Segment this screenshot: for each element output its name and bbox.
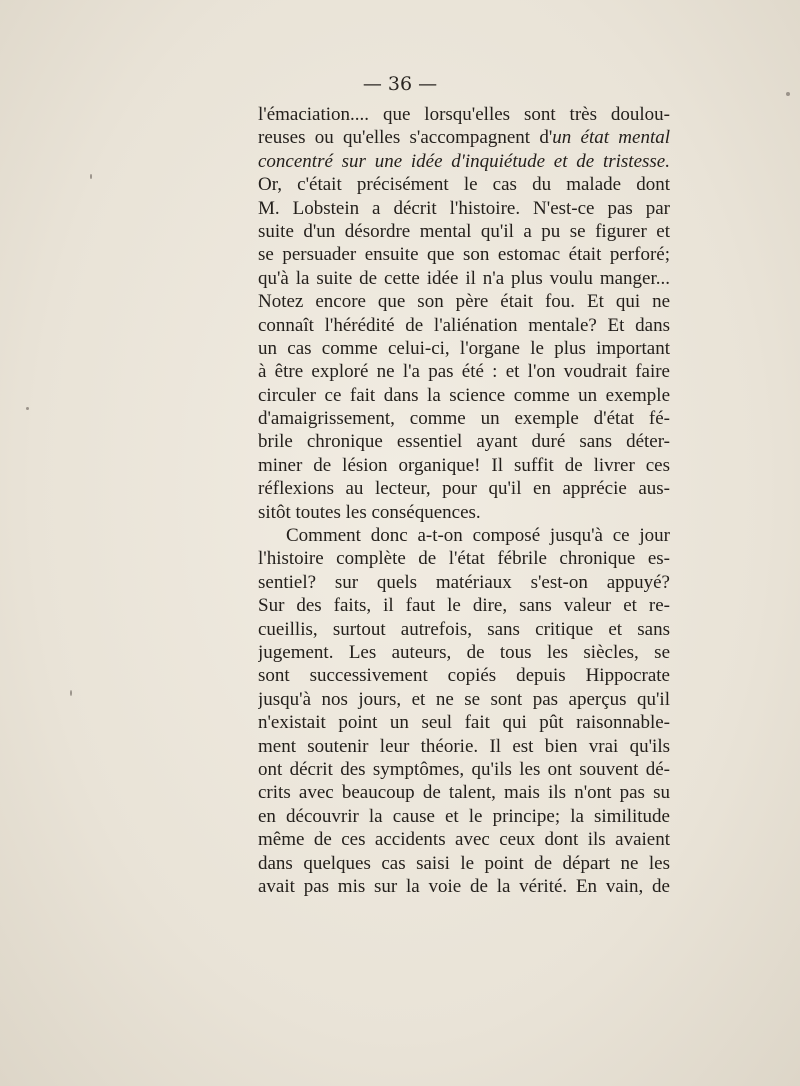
text-line (258, 758, 670, 781)
text-line (258, 103, 670, 126)
text-line (258, 220, 670, 243)
text-run: sitôt toutes les conséquences. (258, 501, 481, 523)
text-line (258, 547, 670, 570)
text-line (258, 243, 670, 266)
text-line (258, 150, 670, 173)
text-run: qu'à la suite de cette idée il n'a plus voulu manger... (258, 267, 670, 289)
text-run: n'existait point un seul fait qui pût raisonnable- (258, 712, 670, 734)
text-run: l'histoire complète de l'état fébrile chronique es- (258, 548, 670, 570)
body-text (258, 103, 670, 898)
text-run: cueillis, surtout autrefois, sans critique et sans (258, 618, 670, 640)
text-run: en découvrir la cause et le principe; la similitude (258, 805, 670, 827)
text-line (258, 290, 670, 313)
text-run: se persuader ensuite que son estomac était perforé; (258, 244, 670, 266)
text-line (258, 688, 670, 711)
text-run: reuses ou qu'elles s'accompagnent d' (258, 127, 553, 149)
text-line (258, 875, 670, 898)
text-run: jusqu'à nos jours, et ne se sont pas aperçus qu'il (258, 688, 670, 710)
text-run: Notez encore que son père était fou. Et qui ne (258, 291, 670, 313)
text-line (258, 571, 670, 594)
text-run: miner de lésion organique! Il suffit de livrer ces (258, 454, 670, 476)
text-line (258, 781, 670, 804)
text-run: réflexions au lecteur, pour qu'il en apprécie aus- (258, 478, 670, 500)
paper-speck (90, 174, 92, 179)
text-line (258, 314, 670, 337)
text-run: M. Lobstein a décrit l'histoire. N'est-ce pas par (258, 197, 670, 219)
text-run: jugement. Les auteurs, de tous les siècles, se (258, 641, 670, 663)
text-run: ment soutenir leur théorie. Il est bien vrai qu'ils (258, 735, 670, 757)
text-run: ont décrit des symptômes, qu'ils les ont souvent dé- (258, 758, 670, 780)
paper-speck (786, 92, 790, 96)
text-run: même de ces accidents avec ceux dont ils avaient (258, 829, 670, 851)
text-run: sont successivement copiés depuis Hippocrate (258, 665, 670, 687)
text-run: dans quelques cas saisi le point de départ ne les (258, 852, 670, 874)
text-line (258, 430, 670, 453)
text-run: l'émaciation.... que lorsqu'elles sont très doulou- (258, 104, 670, 125)
text-run: avait pas mis sur la voie de la vérité. En vain, de (258, 875, 670, 897)
text-line (258, 267, 670, 290)
text-line (258, 173, 670, 196)
text-run: suite d'un désordre mental qu'il a pu se figurer et (258, 220, 670, 242)
text-run: à être exploré ne l'a pas été : et l'on voudrait faire (258, 361, 670, 383)
text-line (258, 407, 670, 430)
paper-speck (26, 407, 29, 410)
text-line (258, 360, 670, 383)
text-line (258, 126, 670, 149)
text-line (258, 664, 670, 687)
text-line (258, 384, 670, 407)
text-line (258, 477, 670, 500)
page-number: — 36 — (362, 73, 438, 95)
text-run: brile chronique essentiel ayant duré sans déter- (258, 431, 670, 453)
text-run: sentiel? sur quels matériaux s'est-on appuyé? (258, 571, 670, 593)
italic-text: un état mental (552, 127, 670, 149)
text-line (258, 501, 670, 524)
text-line (258, 594, 670, 617)
text-line (258, 337, 670, 360)
text-run: Sur des faits, il faut le dire, sans valeur et re- (258, 595, 670, 617)
text-run: circuler ce fait dans la science comme un exemple (258, 384, 670, 406)
text-run: Comment donc a-t-on composé jusqu'à ce jour (286, 525, 670, 547)
text-line (258, 852, 670, 875)
italic-text: concentré sur une idée d'inquiétude et de tristesse. (258, 150, 670, 172)
text-line (258, 735, 670, 758)
text-line (258, 454, 670, 477)
text-run: crits avec beaucoup de talent, mais ils n'ont pas su (258, 782, 670, 804)
text-line (258, 524, 670, 547)
text-line (258, 641, 670, 664)
text-line (258, 197, 670, 220)
text-line (258, 805, 670, 828)
text-run: d'amaigrissement, comme un exemple d'état fé- (258, 408, 670, 430)
text-run: Or, c'était précisément le cas du malade dont (258, 174, 670, 196)
text-run: un cas comme celui-ci, l'organe le plus important (258, 337, 670, 359)
text-line (258, 618, 670, 641)
paper-speck (70, 690, 72, 696)
text-run: connaît l'hérédité de l'aliénation mentale? Et dans (258, 314, 670, 336)
text-line (258, 828, 670, 851)
text-line (258, 711, 670, 734)
